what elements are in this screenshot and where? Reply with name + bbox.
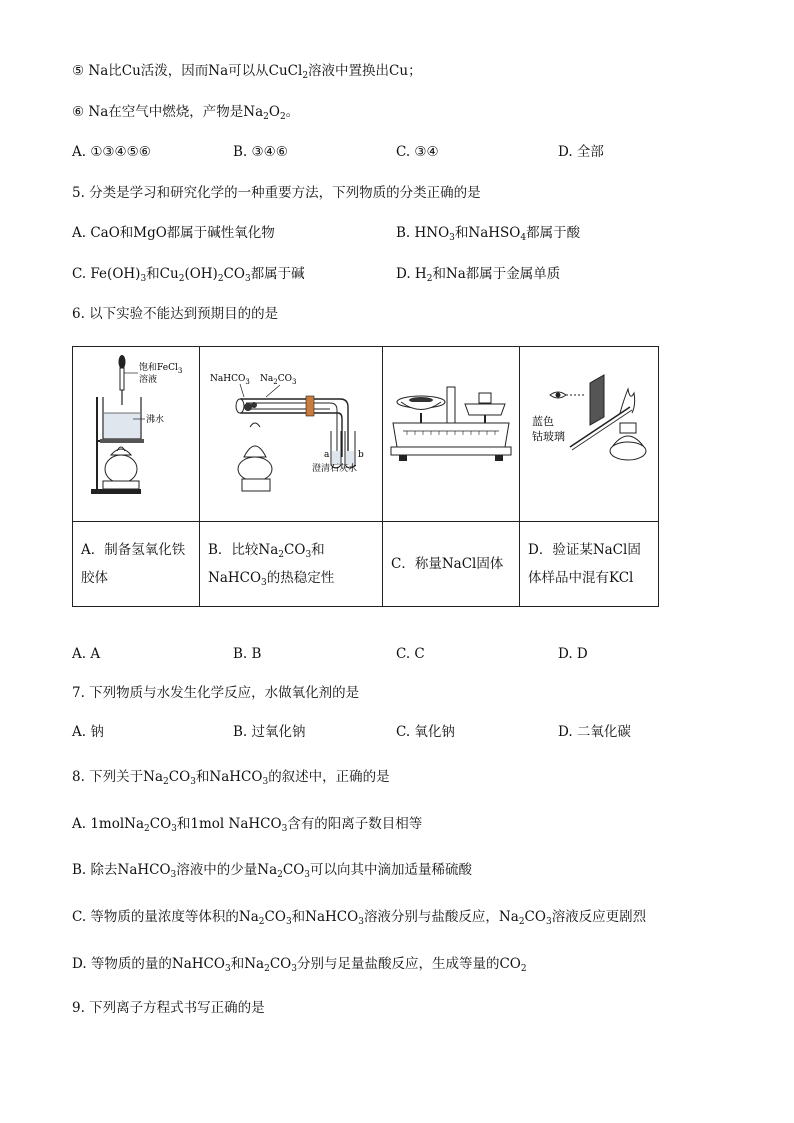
subscript: 2	[426, 274, 433, 284]
q8-option-c[interactable]: C. 等物质的量浓度等体积的$Na_2CO_3$和NaHCO$_3$溶液分别与盐酸反应，$Na_2CO_3$溶液反应更剧烈	[72, 909, 647, 927]
caption-b	[200, 522, 383, 607]
label-na2co3: $Na_2CO_3$	[260, 374, 297, 386]
text: 。	[285, 104, 300, 120]
label-boiling-water: 沸水	[146, 415, 165, 425]
subscript: 3	[449, 233, 455, 243]
q6-option-c[interactable]: C. C	[396, 646, 425, 662]
statement-6	[72, 103, 299, 121]
subscript: 2	[178, 274, 185, 284]
q8-option-d[interactable]: D. 等物质的量的NaHCO$_3$和$Na_2CO_3$分别与足量盐酸反应，生成等量的$CO_2$	[72, 956, 527, 974]
figure-thermal-stability-apparatus	[200, 347, 383, 522]
q6-option-d[interactable]: D. D	[558, 646, 588, 662]
text: ⑤ Na比Cu活泼，因而Na可以从CuCl	[72, 63, 303, 79]
text: 和Na都属于金属单质	[432, 266, 561, 282]
q6-option-b[interactable]: B. B	[233, 646, 262, 662]
q5-option-b[interactable]	[396, 224, 580, 242]
q7-option-a[interactable]: A. 钠	[72, 724, 104, 740]
q5-stem: 5. 分类是学习和研究化学的一种重要方法，下列物质的分类正确的是	[72, 185, 481, 201]
q8-stem: 8. 下列关于$Na_2CO_3$和NaHCO$_3$的叙述中，正确的是	[72, 769, 390, 787]
label-b: b	[358, 450, 364, 460]
q7-stem: 7. 下列物质与水发生化学反应，水做氧化剂的是	[72, 685, 360, 701]
text: O	[268, 104, 280, 120]
subscript: 2	[217, 274, 224, 284]
caption-a-text: A．制备氢氧化铁胶体	[81, 542, 186, 586]
q5-option-c[interactable]	[72, 265, 305, 283]
thermal-stability-illustration	[200, 347, 382, 517]
label-cobalt-glass: 钴玻璃	[532, 430, 565, 443]
q4-option-d[interactable]: D. 全部	[558, 144, 604, 160]
q9-stem: 9. 下列离子方程式书写正确的是	[72, 1000, 265, 1016]
experiment-table	[72, 346, 659, 607]
caption-d	[520, 522, 659, 607]
q4-option-c[interactable]: C. ③④	[396, 144, 439, 160]
colloid-apparatus-illustration	[73, 347, 199, 517]
q6-stem: 6. 以下实验不能达到预期目的的是	[72, 306, 279, 322]
subscript: 3	[140, 274, 147, 284]
q4-option-b[interactable]: B. ③④⑥	[233, 144, 288, 160]
text: (OH)	[184, 266, 218, 282]
q6-option-a[interactable]: A. A	[72, 646, 101, 662]
subscript: 2	[302, 71, 309, 81]
caption-c-text: C．称量NaCl固体	[391, 556, 504, 572]
text: 和Cu	[146, 266, 179, 282]
statement-5	[72, 62, 422, 80]
text: 都属于碱	[250, 266, 305, 282]
q5-option-d[interactable]	[396, 265, 560, 283]
text: 和NaHSO	[454, 225, 521, 241]
subscript: 2	[279, 112, 286, 122]
q4-option-a[interactable]: A. ①③④⑤⑥	[72, 144, 151, 160]
q7-option-c[interactable]: C. 氧化钠	[396, 724, 455, 740]
caption-b-line2: NaHCO$_3$的热稳定性	[208, 570, 335, 588]
figure-colloid-apparatus	[73, 347, 200, 522]
caption-d-text: D．验证某NaCl固体样品中混有KCl	[528, 542, 641, 586]
text: 都属于酸	[526, 225, 581, 241]
subscript: 4	[520, 233, 527, 243]
q5-option-a[interactable]: A. CaO和MgO都属于碱性氧化物	[72, 225, 275, 241]
balance-illustration	[383, 347, 519, 517]
flame-test-illustration	[520, 347, 658, 517]
text: C. Fe(OH)	[72, 266, 141, 282]
label-a: a	[324, 450, 330, 460]
label-solution: 溶液	[139, 375, 158, 385]
figure-balance	[383, 347, 520, 522]
figure-flame-test	[520, 347, 659, 522]
caption-b-line1: B．比较$Na_2CO_3$和	[208, 542, 325, 560]
q7-option-d[interactable]: D. 二氧化碳	[558, 724, 631, 740]
caption-a	[73, 522, 200, 607]
text: CO	[223, 266, 245, 282]
label-nahco3: NaHCO$_3$	[210, 374, 250, 386]
caption-c	[383, 522, 520, 607]
subscript: 3	[244, 274, 251, 284]
q8-option-a[interactable]: A. $1molNa_2CO_3$和1mol NaHCO$_3$含有的阳离子数目相等	[72, 816, 423, 834]
text: D. H	[396, 266, 427, 282]
label-fecl3: 饱和FeCl$_3$	[139, 363, 183, 375]
subscript: 2	[263, 112, 269, 122]
label-limewater: 澄清石灰水	[312, 464, 358, 474]
text: 溶液中置换出Cu；	[308, 63, 422, 79]
q7-option-b[interactable]: B. 过氧化钠	[233, 724, 306, 740]
q8-option-b[interactable]: B. 除去NaHCO$_3$溶液中的少量$Na_2CO_3$可以向其中滴加适量稀硫酸	[72, 862, 473, 880]
text: B. HNO	[396, 225, 450, 241]
text: ⑥ Na在空气中燃烧，产物是Na	[72, 104, 264, 120]
label-blue: 蓝色	[532, 415, 554, 428]
